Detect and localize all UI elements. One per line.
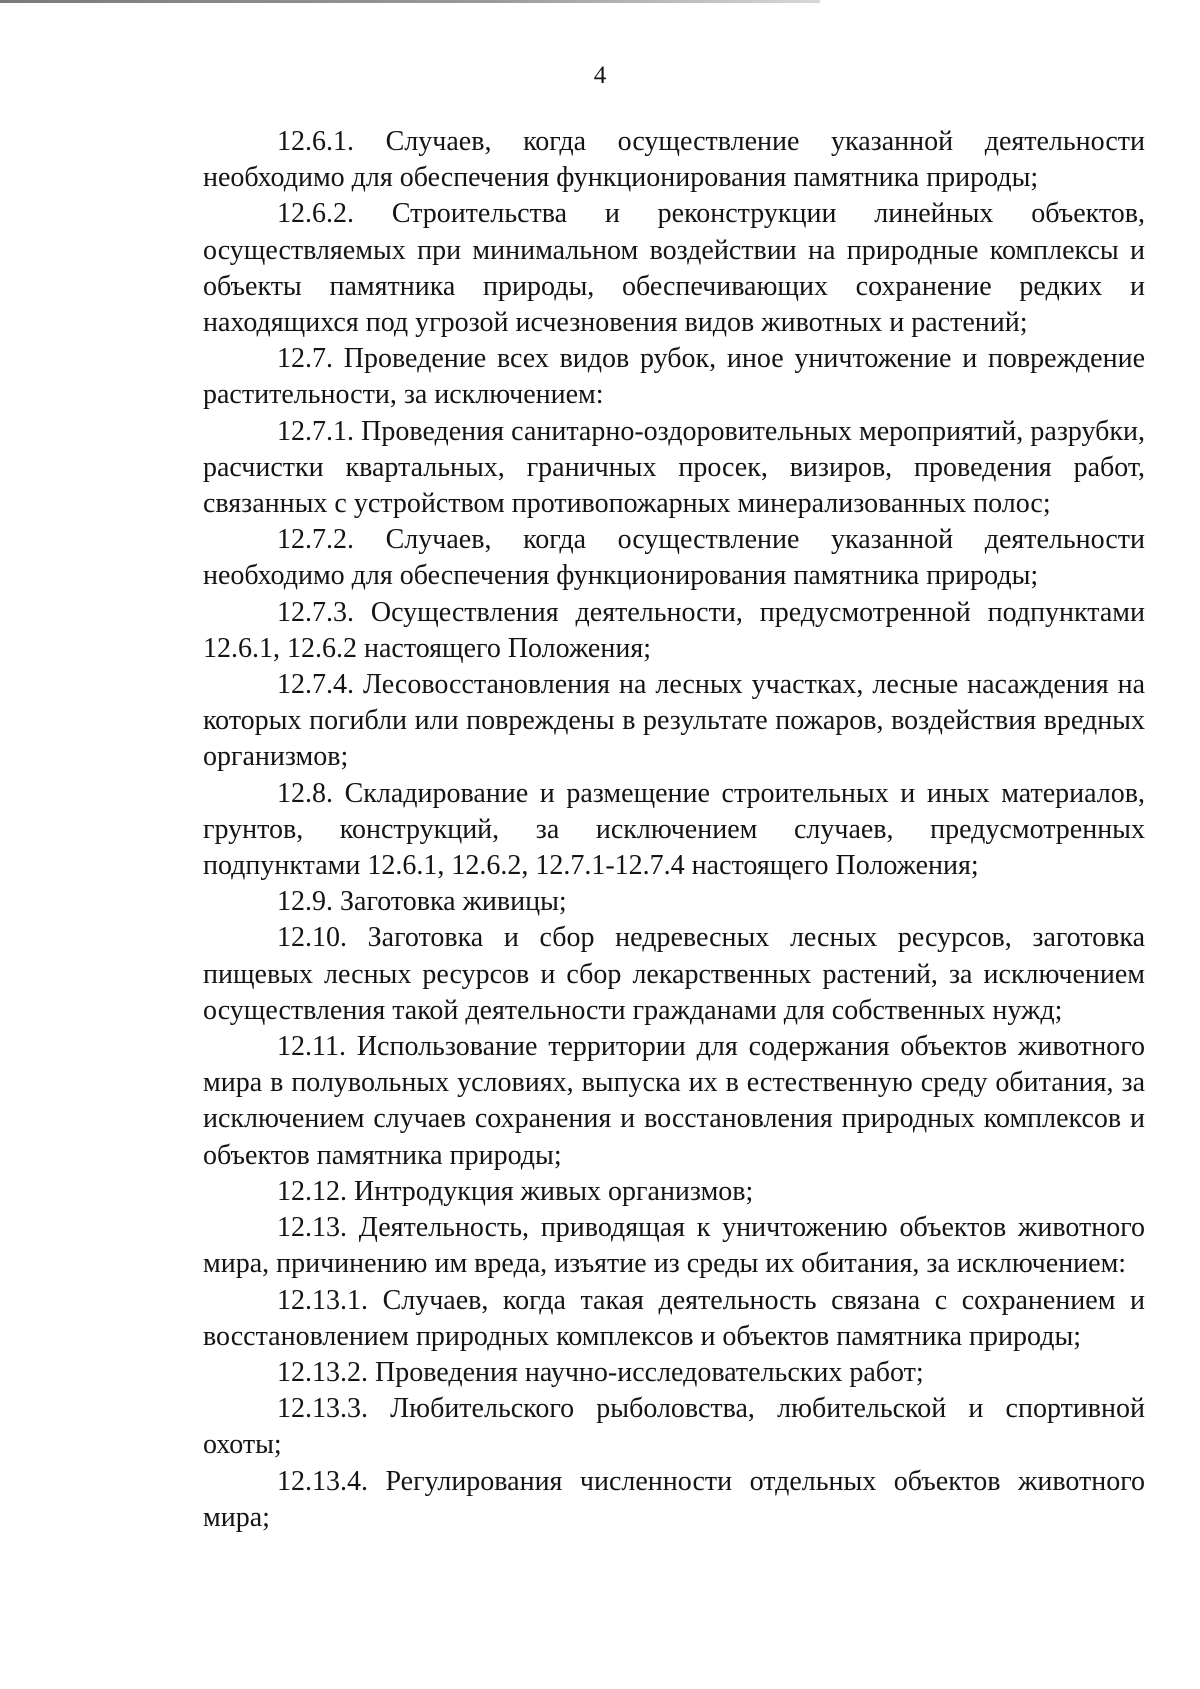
clause-12-7-2: 12.7.2. Случаев, когда осуществление указанной деятельности необходимо для обеспечения функционирования памятника природы; <box>203 524 1145 592</box>
clause-12-7-1: 12.7.1. Проведения санитарно-оздоровительных мероприятий, разрубки, расчистки квартальных, граничных просек, визиров, проведения работ, связанных с устройством противопожарных минерализованных полос; <box>203 415 1145 520</box>
clause-12-8: 12.8. Складирование и размещение строительных и иных материалов, грунтов, конструкций, за исключением случаев, предусмотренных подпунктами 12.6.1, 12.6.2, 12.7.1-12.7.4 настоящего Положения; <box>203 777 1145 882</box>
clause-12-7-3: 12.7.3. Осуществления деятельности, предусмотренной подпунктами 12.6.1, 12.6.2 настоящего Положения; <box>203 596 1145 664</box>
clause-12-10: 12.10. Заготовка и сбор недревесных лесных ресурсов, заготовка пищевых лесных ресурсов и сбор лекарственных растений, за исключением осуществления такой деятельности гражданами для собственных нужд; <box>203 922 1145 1026</box>
scan-edge-line <box>0 0 820 3</box>
clause-12-7-4: 12.7.4. Лесовосстановления на лесных участках, лесные насаждения на которых погибли или повреждены в результате пожаров, воздействия вредных организмов; <box>203 669 1145 773</box>
clause-12-6-2: 12.6.2. Строительства и реконструкции линейных объектов, осуществляемых при минимальном воздействии на природные комплексы и объекты памятника природы, обеспечивающих сохранение редких и находящихся под угрозой исчезновения видов животных и растений; <box>203 198 1145 339</box>
clause-12-13-3: 12.13.3. Любительского рыболовства, любительской и спортивной охоты; <box>203 1393 1145 1461</box>
clause-12-12: 12.12. Интродукция живых организмов; <box>277 1175 754 1207</box>
clause-12-13-4: 12.13.4. Регулирования численности отдельных объектов животного мира; <box>203 1465 1145 1533</box>
clause-12-7: 12.7. Проведение всех видов рубок, иное уничтожение и повреждение растительности, за исключением: <box>203 343 1145 411</box>
clause-12-13-2: 12.13.2. Проведения научно-исследовательских работ; <box>277 1356 924 1388</box>
clause-12-13: 12.13. Деятельность, приводящая к уничтожению объектов животного мира, причинению им вреда, изъятие из среды их обитания, за исключением: <box>203 1212 1145 1280</box>
page-number: 4 <box>593 62 607 89</box>
document-body <box>203 124 1145 1536</box>
clause-12-11: 12.11. Использование территории для содержания объектов животного мира в полувольных условиях, выпуска их в естественную среду обитания, за исключением случаев сохранения и восстановления природных комплексов и объектов памятника природы; <box>203 1031 1145 1171</box>
clause-12-13-1: 12.13.1. Случаев, когда такая деятельность связана с сохранением и восстановлением природных комплексов и объектов памятника природы; <box>203 1284 1145 1352</box>
clause-12-9: 12.9. Заготовка живицы; <box>277 886 567 918</box>
clause-12-6-1: 12.6.1. Случаев, когда осуществление указанной деятельности необходимо для обеспечения функционирования памятника природы; <box>203 126 1145 194</box>
